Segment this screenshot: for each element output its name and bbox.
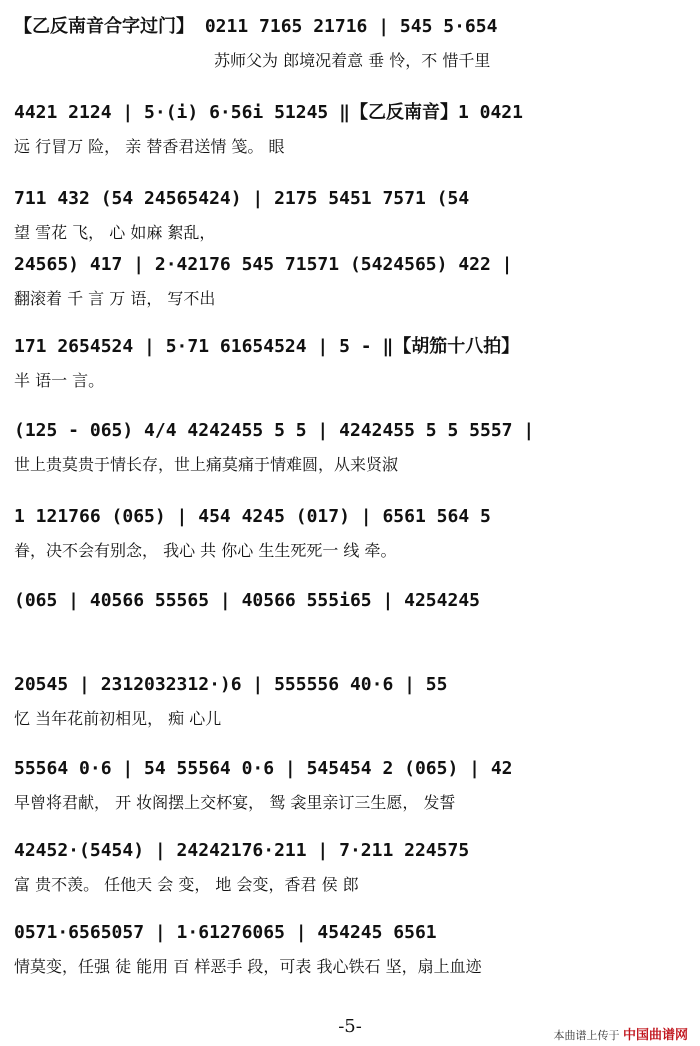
lyrics-line: 苏师父为 郎境况着意 垂 怜，不 惜千里 bbox=[214, 51, 491, 70]
lyrics-line: 世上贵莫贵于情长存，世上痛莫痛于情难圆，从来贤淑 bbox=[14, 455, 399, 474]
lyrics-line: 早曾将君献， 开 妆阁摆上交杯宴， 鸳 衾里亲订三生愿， 发誓 bbox=[14, 793, 456, 812]
lyrics-line: 忆 当年花前初相见， 痴 心儿 bbox=[14, 709, 222, 728]
notation-line: 711 432 (54 24565424) | 2175 5451 7571 (54 bbox=[14, 188, 470, 209]
notation-line: 42452·(5454) | 24242176·211 | 7·211 224575 bbox=[14, 840, 470, 861]
notation-line: 【乙反南音合字过门】 0211 7165 21716 | 545 5·654 bbox=[14, 16, 498, 37]
lyrics-line bbox=[14, 622, 686, 648]
lyrics-line: 半 语一 言。 bbox=[14, 371, 105, 390]
lyrics-line: 翻滚着 千 言 万 语， 写不出 bbox=[14, 289, 216, 308]
lyrics-line: 富 贵不羡。 任他天 会 变， 地 会变，香君 侯 郎 bbox=[14, 875, 359, 894]
page-number: -5- bbox=[338, 1016, 362, 1037]
lyrics-line: 望 雪花 飞， 心 如麻 絮乱， bbox=[14, 223, 216, 242]
score-system-12 bbox=[14, 912, 686, 1022]
lyrics-line: 情莫变，任强 徒 能用 百 样恶手 段，可表 我心铁石 坚，扇上血迹 bbox=[14, 957, 482, 976]
notation-line: (065 | 40566 55565 | 40566 555i65 | 4254245 bbox=[14, 590, 480, 611]
notation-line: (125 - 065) 4/4 4242455 5 5 | 4242455 5 5 5557 | bbox=[14, 420, 535, 441]
site-brand: 中国曲谱网 bbox=[622, 1028, 688, 1043]
notation-line: 24565) 417 | 2·42176 545 71571 (5424565) 422 | bbox=[14, 254, 513, 275]
notation-line: 55564 0·6 | 54 55564 0·6 | 545454 2 (065) | 42 bbox=[14, 758, 513, 779]
notation-line: 20545 | 2312032312·)6 | 555556 40·6 | 55 bbox=[14, 674, 448, 695]
notation-line: 0571·6565057 | 1·61276065 | 454245 6561 bbox=[14, 922, 437, 943]
notation-line: 171 2654524 | 5·71 61654524 | 5 - ‖【胡笳十八拍】 bbox=[14, 336, 520, 357]
source-watermark bbox=[553, 1024, 688, 1043]
notation-line: 1 121766 (065) | 454 4245 (017) | 6561 564 5 bbox=[14, 506, 491, 527]
lyrics-line: 眷，决不会有别念， 我心 共 你心 生生死死一 线 牵。 bbox=[14, 541, 397, 560]
upload-text: 本曲谱上传于 bbox=[553, 1029, 620, 1042]
notation-line: 4421 2124 | 5·(i) 6·56i 51245 ‖【乙反南音】1 0421 bbox=[14, 102, 523, 123]
lyrics-line: 远 行冒万 险， 亲 替香君送情 笺。 眼 bbox=[14, 137, 285, 156]
